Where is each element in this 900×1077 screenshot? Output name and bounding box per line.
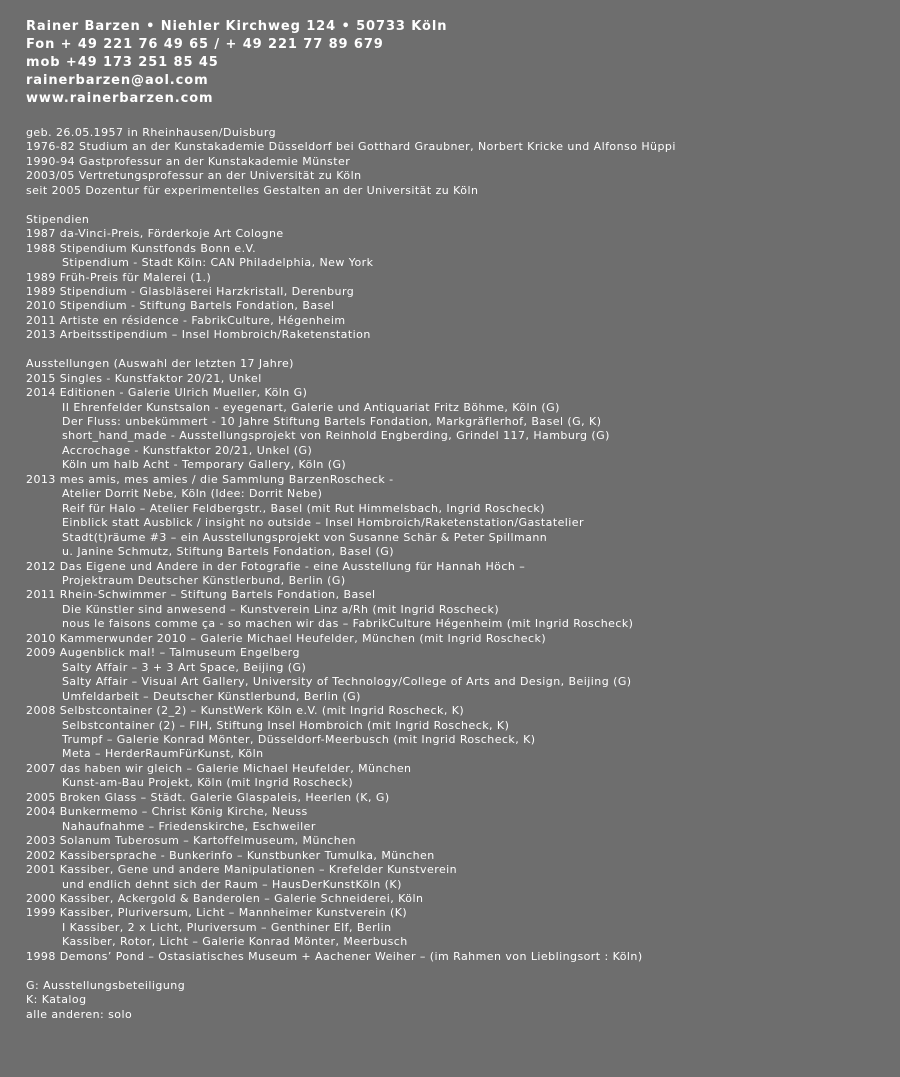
entry-text: Solanum Tuberosum – Kartoffelmuseum, München	[59, 834, 356, 848]
entry-row	[26, 386, 900, 400]
entry-text: Artiste en résidence - FabrikCulture, Hégenheim	[59, 313, 346, 327]
entry-row	[26, 820, 900, 834]
entry-year: 1998	[26, 949, 56, 963]
entry-text: Früh-Preis für Malerei (1.)	[59, 270, 212, 284]
entry-year: 2013	[26, 328, 56, 342]
entry-text: Stipendium - Stiftung Bartels Fondation, Basel	[59, 299, 335, 313]
entry-row	[26, 256, 900, 270]
entry-row	[26, 487, 900, 501]
entry-row	[26, 242, 900, 256]
entry-text: und endlich dehnt sich der Raum – HausDerKunstKöln (K)	[62, 877, 402, 891]
bio-line: 2003/05 Vertretungsprofessur an der Universität zu Köln	[26, 169, 362, 183]
entry-text: Die Künstler sind anwesend – Kunstverein Linz a/Rh (mit Ingrid Roscheck)	[62, 602, 500, 616]
entry-text: Selbstcontainer (2_2) – KunstWerk Köln e.V. (mit Ingrid Roscheck, K)	[59, 704, 465, 718]
entry-year: 2001	[26, 863, 56, 877]
entry-row	[26, 805, 900, 819]
entry-row	[26, 892, 900, 906]
stipendien-heading: Stipendien	[26, 212, 90, 226]
entry-text: Atelier Dorrit Nebe, Köln (Idee: Dorrit Nebe)	[62, 487, 323, 501]
entry-row	[26, 776, 900, 790]
entry-row	[26, 704, 900, 718]
entry-text: short_hand_made - Ausstellungsprojekt von Reinhold Engberding, Grindel 117, Hamburg (G)	[62, 429, 610, 443]
entry-text: Umfeldarbeit – Deutscher Künstlerbund, Berlin (G)	[62, 689, 361, 703]
ausstellungen-heading: Ausstellungen (Auswahl der letzten 17 Jahre)	[26, 357, 294, 371]
entry-row	[26, 314, 900, 328]
entry-text: nous le faisons comme ça - so machen wir das – FabrikCulture Hégenheim (mit Ingrid Roscheck)	[62, 617, 634, 631]
entry-year: 2011	[26, 313, 56, 327]
entry-text: u. Janine Schmutz, Stiftung Bartels Fondation, Basel (G)	[62, 545, 394, 559]
bio-line: seit 2005 Dozentur für experimentelles Gestalten an der Universität zu Köln	[26, 183, 479, 197]
entry-year: 2007	[26, 761, 56, 775]
entry-text: Nahaufnahme – Friedenskirche, Eschweiler	[62, 819, 316, 833]
entry-row	[26, 429, 900, 443]
entry-text: Kunst-am-Bau Projekt, Köln (mit Ingrid Roscheck)	[62, 776, 354, 790]
entry-row	[26, 285, 900, 299]
entry-text: da-Vinci-Preis, Förderkoje Art Cologne	[59, 227, 284, 241]
entry-row	[26, 733, 900, 747]
entry-year: 2014	[26, 386, 56, 400]
entry-text: Stipendium - Stadt Köln: CAN Philadelphia, New York	[62, 256, 374, 270]
legend-block	[26, 979, 900, 1022]
entry-row	[26, 719, 900, 733]
entry-row	[26, 747, 900, 761]
entry-year: 1999	[26, 906, 56, 920]
entry-text: Kassiber, Rotor, Licht – Galerie Konrad Mönter, Meerbusch	[62, 935, 408, 949]
bio-line: 1990-94 Gastprofessur an der Kunstakademie Münster	[26, 154, 351, 168]
bio-line: geb. 26.05.1957 in Rheinhausen/Duisburg	[26, 126, 277, 139]
entry-text: Einblick statt Ausblick / insight no outside – Insel Hombroich/Raketenstation/Gastatelier	[62, 516, 584, 530]
entry-text: Projektraum Deutscher Künstlerbund, Berlin (G)	[62, 574, 346, 588]
ausstellungen-list	[26, 372, 900, 965]
entry-text: Singles - Kunstfaktor 20/21, Unkel	[59, 371, 262, 385]
entry-text: Broken Glass – Städt. Galerie Glaspaleis, Heerlen (K, G)	[59, 790, 390, 804]
entry-text: Meta – HerderRaumFürKunst, Köln	[62, 747, 264, 761]
entry-row	[26, 632, 900, 646]
entry-year: 1987	[26, 227, 56, 241]
entry-text: Kassiber, Gene und andere Manipulationen – Krefelder Kunstverein	[59, 863, 458, 877]
legend-line: alle anderen: solo	[26, 1007, 133, 1021]
entry-text: Rhein-Schwimmer – Stiftung Bartels Fondation, Basel	[59, 588, 376, 602]
entry-row	[26, 299, 900, 313]
entry-row	[26, 863, 900, 877]
entry-year: 1989	[26, 284, 56, 298]
entry-row	[26, 906, 900, 920]
entry-row	[26, 415, 900, 429]
entry-row	[26, 849, 900, 863]
entry-year: 2004	[26, 805, 56, 819]
entry-row	[26, 545, 900, 559]
entry-year: 2005	[26, 790, 56, 804]
entry-text: Köln um halb Acht - Temporary Gallery, Köln (G)	[62, 458, 347, 472]
entry-text: Stadt(t)räume #3 – ein Ausstellungsprojekt von Susanne Schär & Peter Spillmann	[62, 530, 548, 544]
entry-row	[26, 646, 900, 660]
entry-row	[26, 560, 900, 574]
entry-row	[26, 516, 900, 530]
entry-text: Kassiber, Ackergold & Banderolen – Galerie Schneiderei, Köln	[59, 891, 424, 905]
contact-email: rainerbarzen@aol.com	[26, 73, 209, 88]
entry-row	[26, 762, 900, 776]
entry-row	[26, 690, 900, 704]
entry-text: Kammerwunder 2010 – Galerie Michael Heufelder, München (mit Ingrid Roscheck)	[59, 631, 547, 645]
entry-row	[26, 502, 900, 516]
legend-line: G: Ausstellungsbeteiligung	[26, 978, 186, 992]
entry-year: 2000	[26, 891, 56, 905]
entry-year: 2013	[26, 472, 56, 486]
entry-year: 2003	[26, 834, 56, 848]
contact-address: Rainer Barzen • Niehler Kirchweg 124 • 50733 Köln	[26, 19, 448, 34]
entry-year: 2010	[26, 299, 56, 313]
entry-text: Bunkermemo – Christ König Kirche, Neuss	[59, 805, 308, 819]
contact-block	[26, 18, 900, 108]
entry-text: Demons’ Pond – Ostasiatisches Museum + Aachener Weiher – (im Rahmen von Lieblingsort : Köln)	[59, 949, 643, 963]
stipendien-list	[26, 227, 900, 343]
entry-text: Salty Affair – 3 + 3 Art Space, Beijing (G)	[62, 660, 307, 674]
entry-row	[26, 675, 900, 689]
entry-text: Augenblick mal! – Talmuseum Engelberg	[59, 646, 300, 660]
entry-text: mes amis, mes amies / die Sammlung BarzenRoscheck -	[59, 472, 394, 486]
entry-row	[26, 834, 900, 848]
entry-year: 2009	[26, 646, 56, 660]
entry-text: Trumpf – Galerie Konrad Mönter, Düsseldorf-Meerbusch (mit Ingrid Roscheck, K)	[62, 733, 536, 746]
entry-row	[26, 271, 900, 285]
entry-row	[26, 935, 900, 949]
entry-text: Accrochage - Kunstfaktor 20/21, Unkel (G)	[62, 443, 313, 457]
entry-text: Selbstcontainer (2) – FIH, Stiftung Insel Hombroich (mit Ingrid Roscheck, K)	[62, 718, 510, 732]
entry-text: Salty Affair – Visual Art Gallery, University of Technology/College of Arts and Design, Beijing (G)	[62, 675, 632, 689]
entry-row	[26, 791, 900, 805]
entry-text: Reif für Halo – Atelier Feldbergstr., Basel (mit Rut Himmelsbach, Ingrid Roscheck)	[62, 501, 545, 515]
contact-phone: Fon + 49 221 76 49 65 / + 49 221 77 89 679	[26, 37, 384, 52]
entry-text: Kassiber, Pluriversum, Licht – Mannheimer Kunstverein (K)	[59, 906, 408, 920]
entry-row	[26, 372, 900, 386]
entry-year: 2008	[26, 704, 56, 718]
entry-text: Stipendium - Glasbläserei Harzkristall, Derenburg	[59, 284, 355, 298]
entry-row	[26, 603, 900, 617]
stipendien-section	[26, 213, 900, 343]
entry-row	[26, 574, 900, 588]
entry-row	[26, 588, 900, 602]
entry-text: Stipendium Kunstfonds Bonn e.V.	[59, 241, 257, 255]
bio-block	[26, 126, 900, 198]
entry-year: 2015	[26, 371, 56, 385]
entry-row	[26, 328, 900, 342]
entry-row	[26, 531, 900, 545]
bio-line: 1976-82 Studium an der Kunstakademie Düsseldorf bei Gotthard Graubner, Norbert Kricke und Alfonso Hüppi	[26, 140, 676, 154]
entry-row	[26, 617, 900, 631]
entry-year: 2002	[26, 848, 56, 862]
entry-text: I Kassiber, 2 x Licht, Pluriversum – Genthiner Elf, Berlin	[62, 920, 392, 934]
entry-year: 2010	[26, 631, 56, 645]
entry-year: 2012	[26, 559, 56, 573]
entry-year: 2011	[26, 588, 56, 602]
entry-year: 1989	[26, 270, 56, 284]
legend-line: K: Katalog	[26, 993, 87, 1007]
entry-text: Kassibersprache - Bunkerinfo – Kunstbunker Tumulka, München	[59, 848, 435, 862]
entry-text: Arbeitsstipendium – Insel Hombroich/Raketenstation	[59, 328, 371, 342]
entry-text: Der Fluss: unbekümmert - 10 Jahre Stiftung Bartels Fondation, Markgräflerhof, Basel (G, K)	[62, 415, 602, 429]
entry-row	[26, 950, 900, 964]
entry-row	[26, 401, 900, 415]
ausstellungen-section	[26, 357, 900, 964]
entry-text: Das Eigene und Andere in der Fotografie - eine Ausstellung für Hannah Höch –	[59, 559, 526, 573]
entry-year: 1988	[26, 241, 56, 255]
entry-text: II Ehrenfelder Kunstsalon - eyegenart, Galerie und Antiquariat Fritz Böhme, Köln (G)	[62, 400, 560, 414]
entry-row	[26, 661, 900, 675]
contact-website: www.rainerbarzen.com	[26, 91, 214, 106]
entry-row	[26, 921, 900, 935]
entry-row	[26, 458, 900, 472]
entry-row	[26, 473, 900, 487]
entry-text: Editionen - Galerie Ulrich Mueller, Köln G)	[59, 386, 308, 400]
entry-row	[26, 227, 900, 241]
entry-row	[26, 444, 900, 458]
entry-text: das haben wir gleich – Galerie Michael Heufelder, München	[59, 761, 412, 775]
entry-row	[26, 878, 900, 892]
contact-mobile: mob +49 173 251 85 45	[26, 55, 219, 70]
